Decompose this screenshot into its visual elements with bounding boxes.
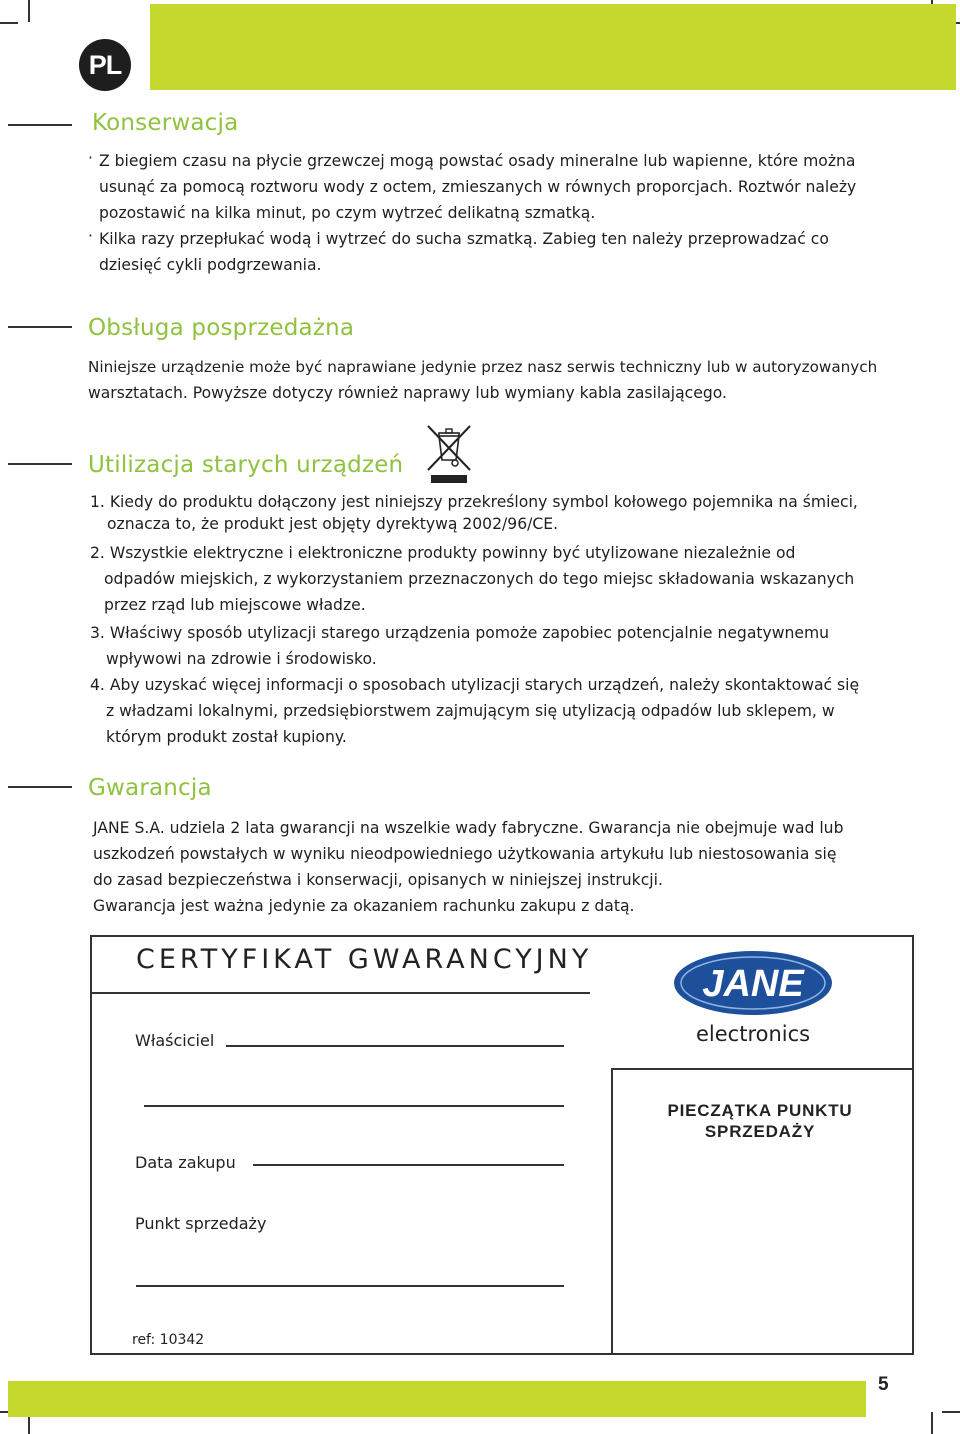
crop-mark — [28, 0, 30, 22]
section-rule — [8, 326, 72, 328]
section-title-konserwacja: Konserwacja — [92, 110, 239, 136]
list-item-line: z władzami lokalnymi, przedsiębiorstwem zajmującym się utylizacją odpadów lub sklepem, w — [106, 702, 835, 720]
paragraph-line: JANE S.A. udziela 2 lata gwarancji na wszelkie wady fabryczne. Gwarancja nie obejmuje wad lub — [93, 819, 844, 837]
crop-mark — [0, 22, 18, 24]
paragraph-line: usunąć za pomocą roztworu wody z octem, zmieszanych w równych proporcjach. Roztwór należy — [99, 178, 857, 196]
stamp-divider — [611, 1068, 613, 1355]
list-item-line: odpadów miejskich, z wykorzystaniem przeznaczonych do tego miejsc składowania wskazanych — [104, 570, 855, 588]
list-item-line: 3. Właściwy sposób utylizacji starego urządzenia pomoże zapobiec potencjalnie negatywnemu — [90, 624, 830, 642]
list-item-line: przez rząd lub miejscowe władze. — [104, 596, 366, 614]
stamp-top-line — [611, 1068, 914, 1070]
paragraph-line: dziesięć cykli podgrzewania. — [99, 256, 322, 274]
list-item-line: 4. Aby uzyskać więcej informacji o sposobach utylizacji starych urządzeń, należy skontaktować się — [90, 676, 860, 694]
bullet-mark: · — [88, 149, 93, 167]
paragraph-line: Gwarancja jest ważna jedynie za okazaniem rachunku zakupu z datą. — [93, 897, 635, 915]
paragraph-line: Niniejsze urządzenie może być naprawiane jedynie przez nasz serwis techniczny lub w autoryzowanych — [88, 358, 878, 376]
footer-band — [8, 1381, 866, 1417]
jane-logo — [673, 950, 833, 1016]
list-item-line: oznacza to, że produkt jest objęty dyrektywą 2002/96/CE. — [107, 515, 559, 533]
stamp-label-line-1: PIECZĄTKA PUNKTU — [667, 1101, 853, 1120]
section-title-utylizacja: Utilizacja starych urządzeń — [88, 452, 404, 478]
purchase-date-label: Data zakupu — [135, 1153, 236, 1172]
logo-text: JANE — [702, 963, 804, 1005]
owner-label: Właściciel — [135, 1031, 215, 1050]
crop-mark — [942, 1411, 960, 1413]
owner-line[interactable] — [226, 1045, 564, 1047]
paragraph-line: uszkodzeń powstałych w wyniku nieodpowiedniego użytkowania artykułu lub niestosowania się — [93, 845, 837, 863]
section-rule — [8, 786, 72, 788]
list-item-line: wpływowi na zdrowie i środowisko. — [106, 650, 377, 668]
section-rule — [8, 124, 72, 126]
purchase-date-line[interactable] — [253, 1164, 564, 1166]
certificate-title: CERTYFIKAT GWARANCYJNY — [136, 944, 593, 975]
owner-line-2[interactable] — [144, 1105, 564, 1107]
stamp-label-line-2: SPRZEDAŻY — [704, 1122, 816, 1141]
crop-mark — [931, 1412, 933, 1434]
section-title-obsluga: Obsługa posprzedażna — [88, 315, 355, 341]
paragraph-line: pozostawić na kilka minut, po czym wytrzeć delikatną szmatką. — [99, 204, 596, 222]
certificate-title-rule — [90, 992, 590, 994]
crossed-bin-icon — [425, 423, 473, 485]
list-item-line: 1. Kiedy do produktu dołączony jest niniejszy przekreślony symbol kołowego pojemnika na śmieci, — [90, 493, 858, 511]
paragraph-line: Z biegiem czasu na płycie grzewczej mogą powstać osady mineralne lub wapienne, które można — [99, 152, 856, 170]
stamp-label — [640, 1100, 880, 1142]
logo-subtitle: electronics — [696, 1022, 811, 1046]
bullet-mark: · — [88, 227, 93, 245]
page-number: 5 — [878, 1374, 889, 1395]
point-of-sale-label: Punkt sprzedaży — [135, 1214, 267, 1233]
reference-number: ref: 10342 — [132, 1332, 205, 1348]
list-item-line: 2. Wszystkie elektryczne i elektroniczne produkty powinny być utylizowane niezależnie od — [90, 544, 796, 562]
paragraph-line: Kilka razy przepłukać wodą i wytrzeć do sucha szmatką. Zabieg ten należy przeprowadzać co — [99, 230, 829, 248]
point-of-sale-line[interactable] — [136, 1285, 564, 1287]
section-title-gwarancja: Gwarancja — [88, 775, 212, 801]
header-band — [150, 4, 956, 90]
paragraph-line: do zasad bezpieczeństwa i konserwacji, opisanych w niniejszej instrukcji. — [93, 871, 663, 889]
paragraph-line: warsztatach. Powyższe dotyczy również naprawy lub wymiany kabla zasilającego. — [88, 384, 727, 402]
language-badge: PL — [79, 39, 131, 91]
section-rule — [8, 463, 72, 465]
list-item-line: którym produkt został kupiony. — [106, 728, 347, 746]
